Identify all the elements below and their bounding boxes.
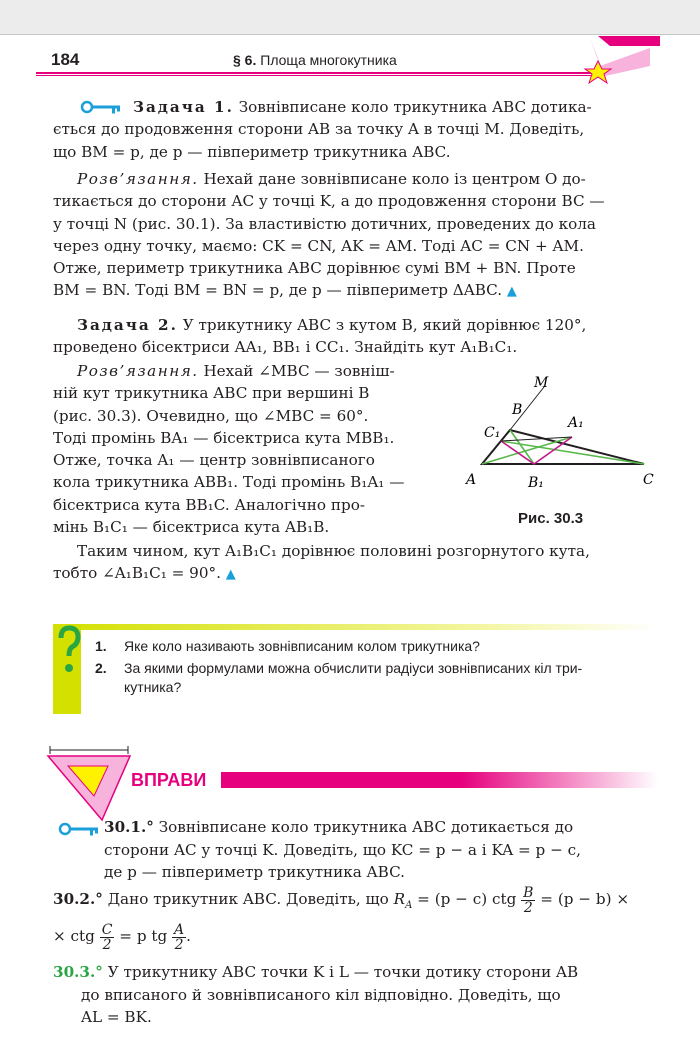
task1	[53, 96, 659, 163]
conclusion-line: тобто ∠A₁B₁C₁ = 90°.	[53, 564, 221, 583]
question-number: 1.	[95, 638, 107, 654]
page-number: 184	[51, 50, 80, 69]
exercise-line: Зовнівписане коло трикутника ABC дотикається до	[158, 818, 574, 836]
figure-30-3	[462, 372, 662, 502]
solution-line: Тоді промінь BA₁ — бісектриса кута MBB₁.	[53, 428, 395, 447]
label-m: M	[534, 375, 549, 391]
question-text: За якими формулами можна обчислити радіуси зовнівписаних кіл три-	[124, 660, 583, 676]
task2-solution	[53, 360, 443, 538]
triangle-abc	[482, 430, 644, 464]
formula-part: = p tg	[119, 927, 168, 946]
exercise-number: 30.1.°	[104, 818, 154, 836]
task2-line: У трикутнику ABC з кутом B, який дорівнює 120°,	[182, 316, 587, 334]
question-item	[95, 637, 655, 656]
solution-label: Розв’язання.	[77, 362, 199, 380]
section-mark: § 6.	[233, 52, 257, 68]
exercise-line: сторони AC у точці K. Доведіть, що KC = p − a і KA = p − c,	[104, 840, 581, 859]
exercises-bar	[221, 772, 658, 788]
solution-line: ній кут трикутника ABC при вершині B	[53, 384, 370, 403]
fraction	[521, 886, 535, 915]
header-rule-thin	[36, 75, 596, 76]
key-icon	[58, 822, 100, 836]
exercise-30-2	[53, 884, 663, 952]
exercise-number: 30.3.°	[53, 963, 103, 981]
exercise-line: AL = BK.	[81, 1008, 152, 1027]
fraction-denominator: 2	[174, 936, 184, 953]
exercise-line: де p — півпериметр трикутника ABC.	[104, 863, 405, 882]
solution-line: через одну точку, маємо: CK = CN, AK = AM. Тоді AC = CN + AM.	[53, 236, 584, 255]
solution-label: Розв’язання.	[77, 170, 199, 188]
fraction-denominator: 2	[102, 936, 112, 953]
fraction-numerator: A	[174, 921, 185, 938]
questions-bar	[53, 624, 658, 630]
solution-line: кола трикутника ABB₁. Тоді промінь B₁A₁ —	[53, 473, 405, 492]
task1-solution	[53, 168, 659, 304]
task2-line: проведено бісектриси AA₁, BB₁ і CC₁. Знайдіть кут A₁B₁C₁.	[53, 338, 518, 357]
end-of-proof-icon: ▲	[225, 567, 236, 583]
question-mark-icon	[53, 624, 81, 714]
label-c1: C₁	[484, 425, 501, 441]
task1-line: ється до продовження сторони AB за точку A в точці M. Доведіть,	[53, 120, 585, 139]
section-name: Площа многокутника	[260, 52, 397, 68]
solution-line: бісектриса кута BB₁C. Аналогічно про-	[53, 495, 366, 514]
label-b: B	[512, 402, 523, 418]
fraction-numerator: C	[101, 921, 113, 938]
viewer-toolbar	[0, 0, 700, 35]
label-a: A	[466, 472, 477, 488]
formula-r: R	[393, 890, 406, 908]
label-b1: B₁	[528, 475, 544, 491]
fraction-denominator: 2	[523, 899, 533, 916]
task2	[53, 314, 659, 359]
end-of-proof-icon: ▲	[506, 284, 517, 300]
exercise-30-1	[104, 816, 659, 884]
exercise-line: У трикутнику ABC точки K і L — точки дотику сторони AB	[107, 963, 579, 981]
question-text: Яке коло називають зовнівписаним колом трикутника?	[124, 638, 480, 654]
solution-line: Нехай дане зовнівписане коло із центром O до-	[203, 170, 586, 188]
corner-star-icon	[580, 36, 660, 86]
question-number: 2.	[95, 660, 107, 676]
fraction	[172, 923, 186, 952]
question-item	[95, 659, 655, 697]
fraction	[100, 923, 115, 952]
formula-end: .	[186, 927, 191, 946]
solution-line: у точці N (рис. 30.1). За властивістю дотичних, проведених до кола	[53, 214, 596, 233]
formula-part: = (p − c) ctg	[417, 890, 517, 908]
header-rule	[36, 72, 596, 74]
task2-conclusion	[53, 540, 659, 587]
task1-line: Зовнівписане коло трикутника ABC дотика-	[238, 98, 592, 116]
exercise-number: 30.2.°	[53, 890, 103, 908]
solution-line: Отже, точка A₁ — центр зовнівписаного	[53, 451, 375, 470]
exercises-heading: ВПРАВИ	[131, 770, 207, 790]
figure-caption: Рис. 30.3	[518, 510, 584, 527]
section-title	[233, 52, 397, 68]
task1-line: що BM = p, де p — півпериметр трикутника ABC.	[53, 142, 451, 161]
solution-line: Нехай ∠MBC — зовніш-	[203, 362, 395, 380]
solution-line: Отже, периметр трикутника ABC дорівнює сумі BM + BN. Проте	[53, 259, 576, 278]
solution-line: мінь B₁C₁ — бісектриса кута AB₁B.	[53, 518, 330, 537]
solution-line: (рис. 30.3). Очевидно, що ∠MBC = 60°.	[53, 406, 369, 425]
task2-title: Задача 2.	[77, 316, 178, 334]
exercise-30-3	[53, 961, 659, 1029]
task1-title: Задача 1.	[133, 98, 234, 116]
formula-sub: A	[405, 900, 413, 912]
questions-list	[95, 637, 655, 700]
fraction-numerator: B	[523, 884, 534, 901]
exercise-text: Дано трикутник ABC. Доведіть, що	[107, 890, 389, 908]
exercise-line: до вписаного й зовнівписаного кіл відповідно. Доведіть, що	[81, 985, 561, 1004]
conclusion-line: Таким чином, кут A₁B₁C₁ дорівнює половині розгорнутого кута,	[77, 542, 590, 560]
solution-line: BM = BN. Тоді BM = BN = p, де p — півпериметр ΔABC.	[53, 281, 503, 300]
label-c: C	[643, 472, 654, 488]
ruler-triangle-icon	[44, 742, 132, 822]
question-text-continued: кутника?	[124, 679, 182, 695]
formula-part: × ctg	[53, 927, 95, 946]
solution-line: тикається до сторони AC у точці K, а до продовження сторони BC —	[53, 192, 605, 211]
formula-part: = (p − b) ×	[540, 890, 630, 908]
label-a1: A₁	[568, 415, 584, 431]
